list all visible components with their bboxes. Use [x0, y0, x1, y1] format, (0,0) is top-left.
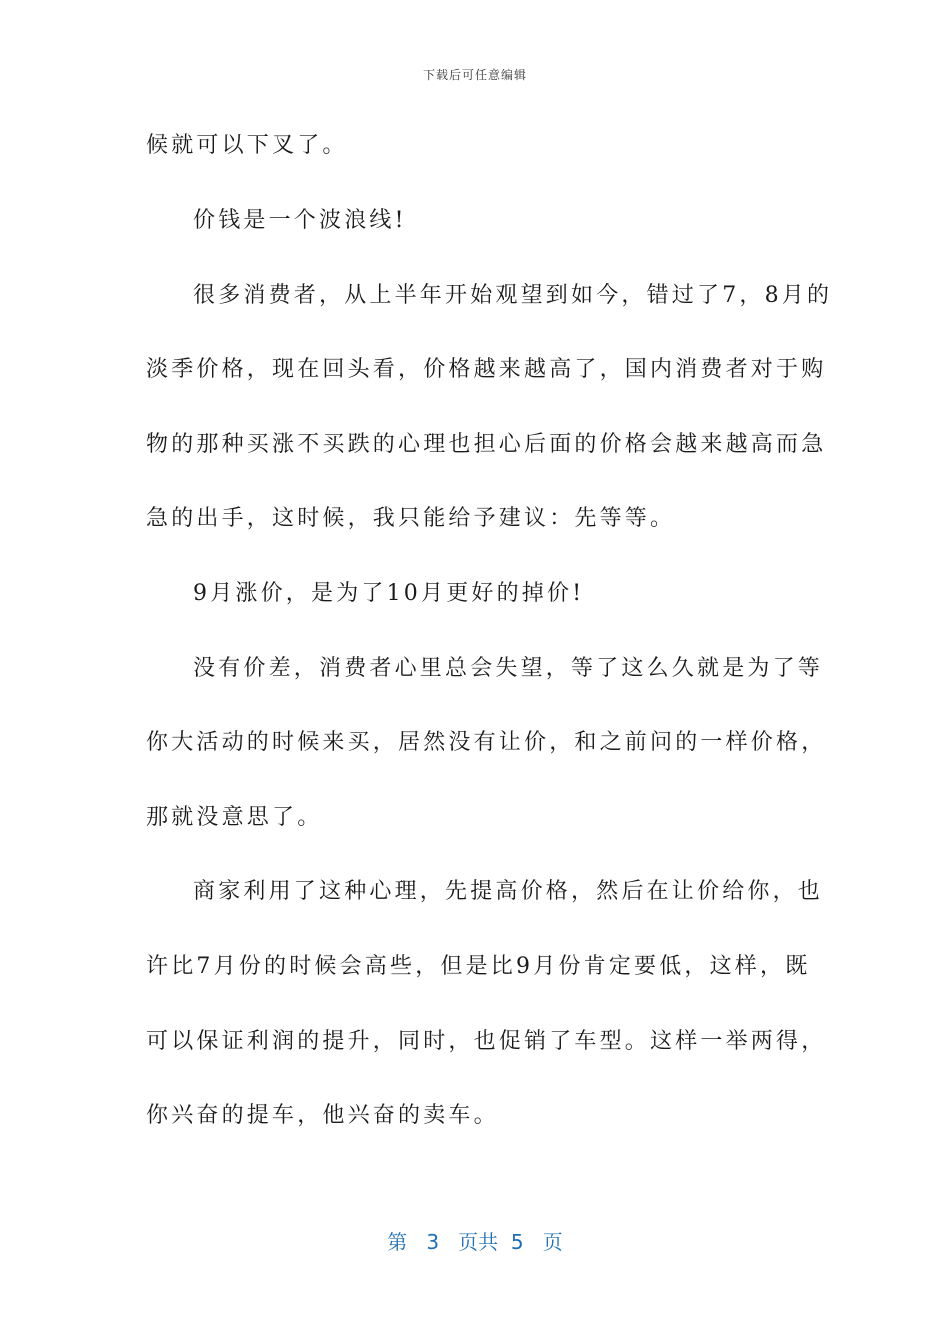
paragraph-line: 候就可以下叉了。: [146, 133, 348, 158]
paragraph-line: 物的那种买涨不买跌的心理也担心后面的价格会越来越高而急: [146, 432, 827, 457]
paragraph-line: 商家利用了这种心理，先提高价格，然后在让价给你，也: [193, 879, 824, 904]
footer-suffix: 页: [542, 1230, 563, 1254]
paragraph-line: 你兴奋的提车，他兴奋的卖车。: [146, 1103, 499, 1128]
paragraph-line: 没有价差，消费者心里总会失望，等了这么久就是为了等: [193, 656, 824, 681]
paragraph-line: 9月涨价，是为了10月更好的掉价!: [193, 581, 585, 606]
paragraph-line: 那就没意思了。: [146, 805, 323, 830]
paragraph-line: 可以保证利润的提升，同时，也促销了车型。这样一举两得，: [146, 1029, 827, 1054]
paragraph-line: 淡季价格，现在回头看，价格越来越高了，国内消费者对于购: [146, 357, 827, 382]
page-header: 下载后可任意编辑: [422, 68, 527, 82]
paragraph-line: 你大活动的时候来买，居然没有让价，和之前问的一样价格，: [146, 730, 827, 755]
paragraph-line: 很多消费者，从上半年开始观望到如今，错过了7，8月的: [193, 283, 833, 308]
paragraph-line: 价钱是一个波浪线!: [193, 208, 407, 233]
page-footer: [0, 1226, 950, 1255]
footer-middle: 页共: [458, 1230, 499, 1254]
paragraph-line: 许比7月份的时候会高些，但是比9月份肯定要低，这样，既: [146, 954, 811, 979]
footer-prefix: 第: [387, 1230, 408, 1254]
paragraph-line: 急的出手，这时候，我只能给予建议：先等等。: [146, 506, 676, 531]
current-page-number: 3: [426, 1230, 440, 1254]
total-pages-number: 5: [510, 1230, 524, 1254]
